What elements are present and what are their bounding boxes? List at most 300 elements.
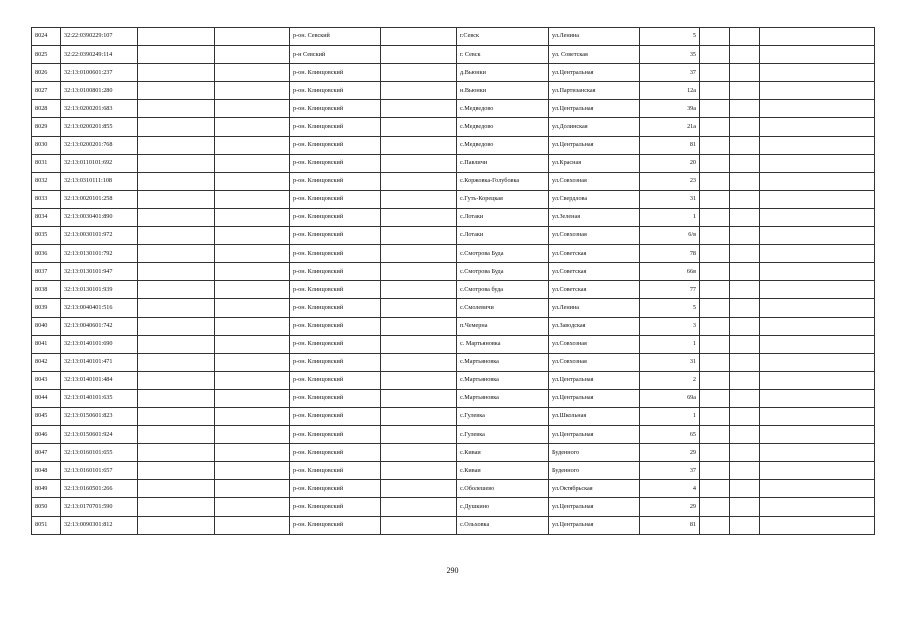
blank-col-12-cell bbox=[760, 46, 875, 64]
blank-col-11-cell bbox=[730, 100, 760, 118]
cadastral-number-cell: 32:13:0160101:657 bbox=[61, 462, 138, 480]
blank-col-3-cell bbox=[138, 353, 215, 371]
street-cell: ул.Свердлова bbox=[549, 190, 640, 208]
table-row bbox=[32, 516, 875, 534]
blank-col-12-cell bbox=[760, 299, 875, 317]
settlement-cell: с.Смотрова Буда bbox=[457, 245, 549, 263]
settlement-cell: г. Севск bbox=[457, 46, 549, 64]
settlement-cell: с.Гулевка bbox=[457, 426, 549, 444]
blank-col-3-cell bbox=[138, 100, 215, 118]
settlement-cell: с.Медведово bbox=[457, 118, 549, 136]
blank-col-3-cell bbox=[138, 371, 215, 389]
blank-col-10-cell bbox=[700, 353, 730, 371]
row-number-cell: 8033 bbox=[32, 190, 61, 208]
blank-col-10-cell bbox=[700, 426, 730, 444]
blank-col-3-cell bbox=[138, 28, 215, 46]
cadastral-number-cell: 32:13:0030401:890 bbox=[61, 208, 138, 226]
street-cell: ул.Советская bbox=[549, 281, 640, 299]
house-number-cell: 78 bbox=[640, 245, 700, 263]
cadastral-number-cell: 32:13:0030101:972 bbox=[61, 227, 138, 245]
blank-col-3-cell bbox=[138, 516, 215, 534]
street-cell: ул.Партизанская bbox=[549, 82, 640, 100]
table-row bbox=[32, 208, 875, 226]
table-row bbox=[32, 389, 875, 407]
blank-col-11-cell bbox=[730, 190, 760, 208]
blank-col-4-cell bbox=[215, 353, 290, 371]
blank-col-11-cell bbox=[730, 335, 760, 353]
house-number-cell: 5 bbox=[640, 28, 700, 46]
table-row bbox=[32, 498, 875, 516]
blank-col-12-cell bbox=[760, 100, 875, 118]
blank-col-6-cell bbox=[381, 462, 457, 480]
street-cell: ул.Октябрьская bbox=[549, 480, 640, 498]
district-cell: р-он. Клинцовский bbox=[290, 263, 381, 281]
cadastral-number-cell: 32:13:0200201:855 bbox=[61, 118, 138, 136]
row-number-cell: 8025 bbox=[32, 46, 61, 64]
cadastral-number-cell: 32:13:0040601:742 bbox=[61, 317, 138, 335]
street-cell: ул.Совхозная bbox=[549, 227, 640, 245]
settlement-cell: с.Медведово bbox=[457, 100, 549, 118]
district-cell: р-он. Клинцовский bbox=[290, 118, 381, 136]
row-number-cell: 8049 bbox=[32, 480, 61, 498]
blank-col-6-cell bbox=[381, 281, 457, 299]
blank-col-3-cell bbox=[138, 190, 215, 208]
blank-col-6-cell bbox=[381, 444, 457, 462]
blank-col-12-cell bbox=[760, 136, 875, 154]
blank-col-3-cell bbox=[138, 227, 215, 245]
house-number-cell: 35 bbox=[640, 46, 700, 64]
row-number-cell: 8024 bbox=[32, 28, 61, 46]
blank-col-3-cell bbox=[138, 172, 215, 190]
cadastral-number-cell: 32:13:0130101:792 bbox=[61, 245, 138, 263]
house-number-cell: 3 bbox=[640, 317, 700, 335]
blank-col-6-cell bbox=[381, 136, 457, 154]
row-number-cell: 8028 bbox=[32, 100, 61, 118]
settlement-cell: г.Севск bbox=[457, 28, 549, 46]
blank-col-3-cell bbox=[138, 426, 215, 444]
cadastral-number-cell: 32:13:0160501:266 bbox=[61, 480, 138, 498]
blank-col-6-cell bbox=[381, 190, 457, 208]
street-cell: ул.Центральная bbox=[549, 64, 640, 82]
blank-col-10-cell bbox=[700, 64, 730, 82]
blank-col-11-cell bbox=[730, 462, 760, 480]
blank-col-3-cell bbox=[138, 263, 215, 281]
house-number-cell: 81 bbox=[640, 136, 700, 154]
street-cell: ул.Центральная bbox=[549, 498, 640, 516]
settlement-cell: с.Медведово bbox=[457, 136, 549, 154]
blank-col-6-cell bbox=[381, 100, 457, 118]
house-number-cell: 37 bbox=[640, 64, 700, 82]
blank-col-6-cell bbox=[381, 82, 457, 100]
blank-col-4-cell bbox=[215, 462, 290, 480]
blank-col-3-cell bbox=[138, 299, 215, 317]
row-number-cell: 8035 bbox=[32, 227, 61, 245]
district-cell: р-он. Клинцовский bbox=[290, 190, 381, 208]
table-row bbox=[32, 227, 875, 245]
house-number-cell: 29 bbox=[640, 498, 700, 516]
blank-col-10-cell bbox=[700, 281, 730, 299]
settlement-cell: п.Чемерна bbox=[457, 317, 549, 335]
blank-col-11-cell bbox=[730, 371, 760, 389]
blank-col-10-cell bbox=[700, 317, 730, 335]
blank-col-11-cell bbox=[730, 46, 760, 64]
settlement-cell: с.Смотрова Буда bbox=[457, 263, 549, 281]
blank-col-6-cell bbox=[381, 28, 457, 46]
blank-col-4-cell bbox=[215, 28, 290, 46]
blank-col-4-cell bbox=[215, 100, 290, 118]
table-row bbox=[32, 426, 875, 444]
house-number-cell: 5 bbox=[640, 299, 700, 317]
street-cell: ул.Совхозная bbox=[549, 172, 640, 190]
blank-col-6-cell bbox=[381, 335, 457, 353]
blank-col-6-cell bbox=[381, 371, 457, 389]
cadastral-number-cell: 32:13:0140101:484 bbox=[61, 371, 138, 389]
row-number-cell: 8047 bbox=[32, 444, 61, 462]
blank-col-11-cell bbox=[730, 154, 760, 172]
house-number-cell: 66в bbox=[640, 263, 700, 281]
blank-col-3-cell bbox=[138, 281, 215, 299]
district-cell: р-он. Клинцовский bbox=[290, 136, 381, 154]
table-row bbox=[32, 136, 875, 154]
house-number-cell: 39а bbox=[640, 100, 700, 118]
blank-col-3-cell bbox=[138, 154, 215, 172]
district-cell: р-он. Клинцовский bbox=[290, 480, 381, 498]
blank-col-4-cell bbox=[215, 208, 290, 226]
table-row bbox=[32, 317, 875, 335]
blank-col-10-cell bbox=[700, 407, 730, 425]
blank-col-11-cell bbox=[730, 299, 760, 317]
row-number-cell: 8029 bbox=[32, 118, 61, 136]
house-number-cell: 77 bbox=[640, 281, 700, 299]
blank-col-3-cell bbox=[138, 462, 215, 480]
street-cell: ул.Центральная bbox=[549, 100, 640, 118]
district-cell: р-он. Клинцовский bbox=[290, 208, 381, 226]
table-row bbox=[32, 335, 875, 353]
settlement-cell: с.Павличи bbox=[457, 154, 549, 172]
cadastral-number-cell: 32:13:0140101:635 bbox=[61, 389, 138, 407]
blank-col-12-cell bbox=[760, 190, 875, 208]
district-cell: р-он. Клинцовский bbox=[290, 64, 381, 82]
cadastral-number-cell: 32:22:0390229:107 bbox=[61, 28, 138, 46]
blank-col-4-cell bbox=[215, 281, 290, 299]
district-cell: р-он. Клинцовский bbox=[290, 82, 381, 100]
street-cell: ул.Совхозная bbox=[549, 353, 640, 371]
row-number-cell: 8027 bbox=[32, 82, 61, 100]
blank-col-11-cell bbox=[730, 82, 760, 100]
cadastral-number-cell: 32:22:0390249:114 bbox=[61, 46, 138, 64]
blank-col-10-cell bbox=[700, 28, 730, 46]
records-table bbox=[31, 27, 875, 535]
blank-col-11-cell bbox=[730, 227, 760, 245]
street-cell: Буденного bbox=[549, 462, 640, 480]
blank-col-10-cell bbox=[700, 299, 730, 317]
cadastral-number-cell: 32:13:0020101:258 bbox=[61, 190, 138, 208]
blank-col-11-cell bbox=[730, 208, 760, 226]
blank-col-12-cell bbox=[760, 444, 875, 462]
table-row bbox=[32, 64, 875, 82]
blank-col-11-cell bbox=[730, 245, 760, 263]
blank-col-10-cell bbox=[700, 154, 730, 172]
blank-col-12-cell bbox=[760, 82, 875, 100]
blank-col-3-cell bbox=[138, 498, 215, 516]
house-number-cell: 37 bbox=[640, 462, 700, 480]
blank-col-4-cell bbox=[215, 480, 290, 498]
blank-col-11-cell bbox=[730, 263, 760, 281]
cadastral-number-cell: 32:13:0200201:683 bbox=[61, 100, 138, 118]
blank-col-11-cell bbox=[730, 444, 760, 462]
blank-col-4-cell bbox=[215, 82, 290, 100]
blank-col-4-cell bbox=[215, 118, 290, 136]
blank-col-12-cell bbox=[760, 371, 875, 389]
street-cell: ул.Заводская bbox=[549, 317, 640, 335]
blank-col-6-cell bbox=[381, 317, 457, 335]
settlement-cell: с.Ольховка bbox=[457, 516, 549, 534]
blank-col-6-cell bbox=[381, 46, 457, 64]
blank-col-6-cell bbox=[381, 172, 457, 190]
district-cell: р-он. Клинцовский bbox=[290, 353, 381, 371]
blank-col-4-cell bbox=[215, 371, 290, 389]
district-cell: р-он. Клинцовский bbox=[290, 172, 381, 190]
house-number-cell: 69а bbox=[640, 389, 700, 407]
house-number-cell: 1 bbox=[640, 208, 700, 226]
blank-col-10-cell bbox=[700, 100, 730, 118]
table-row bbox=[32, 281, 875, 299]
blank-col-3-cell bbox=[138, 64, 215, 82]
row-number-cell: 8031 bbox=[32, 154, 61, 172]
blank-col-4-cell bbox=[215, 498, 290, 516]
blank-col-12-cell bbox=[760, 462, 875, 480]
district-cell: р-он. Клинцовский bbox=[290, 227, 381, 245]
blank-col-12-cell bbox=[760, 281, 875, 299]
blank-col-6-cell bbox=[381, 263, 457, 281]
table-row bbox=[32, 462, 875, 480]
blank-col-3-cell bbox=[138, 407, 215, 425]
house-number-cell: 4 bbox=[640, 480, 700, 498]
row-number-cell: 8050 bbox=[32, 498, 61, 516]
blank-col-6-cell bbox=[381, 498, 457, 516]
blank-col-4-cell bbox=[215, 245, 290, 263]
blank-col-3-cell bbox=[138, 46, 215, 64]
blank-col-12-cell bbox=[760, 407, 875, 425]
house-number-cell: 6/в bbox=[640, 227, 700, 245]
blank-col-6-cell bbox=[381, 64, 457, 82]
settlement-cell: с. Мартьяновка bbox=[457, 335, 549, 353]
blank-col-4-cell bbox=[215, 154, 290, 172]
settlement-cell: с.Гуть-Корецкая bbox=[457, 190, 549, 208]
row-number-cell: 8044 bbox=[32, 389, 61, 407]
district-cell: р-он. Клинцовский bbox=[290, 389, 381, 407]
blank-col-6-cell bbox=[381, 208, 457, 226]
blank-col-11-cell bbox=[730, 281, 760, 299]
blank-col-11-cell bbox=[730, 389, 760, 407]
blank-col-11-cell bbox=[730, 407, 760, 425]
row-number-cell: 8032 bbox=[32, 172, 61, 190]
blank-col-11-cell bbox=[730, 317, 760, 335]
street-cell: ул.Красная bbox=[549, 154, 640, 172]
district-cell: р-он. Клинцовский bbox=[290, 498, 381, 516]
table-row bbox=[32, 28, 875, 46]
house-number-cell: 31 bbox=[640, 353, 700, 371]
blank-col-12-cell bbox=[760, 317, 875, 335]
settlement-cell: с.Душкино bbox=[457, 498, 549, 516]
table-row bbox=[32, 172, 875, 190]
settlement-cell: с.Лотаки bbox=[457, 227, 549, 245]
cadastral-number-cell: 32:13:0170701:590 bbox=[61, 498, 138, 516]
blank-col-11-cell bbox=[730, 118, 760, 136]
cadastral-number-cell: 32:13:0160101:655 bbox=[61, 444, 138, 462]
blank-col-12-cell bbox=[760, 64, 875, 82]
cadastral-number-cell: 32:13:0040401:516 bbox=[61, 299, 138, 317]
house-number-cell: 1 bbox=[640, 335, 700, 353]
blank-col-12-cell bbox=[760, 335, 875, 353]
blank-col-11-cell bbox=[730, 64, 760, 82]
district-cell: р-он. Клинцовский bbox=[290, 245, 381, 263]
table-row bbox=[32, 299, 875, 317]
row-number-cell: 8030 bbox=[32, 136, 61, 154]
blank-col-4-cell bbox=[215, 263, 290, 281]
blank-col-4-cell bbox=[215, 389, 290, 407]
blank-col-12-cell bbox=[760, 426, 875, 444]
house-number-cell: 1 bbox=[640, 407, 700, 425]
blank-col-4-cell bbox=[215, 317, 290, 335]
blank-col-4-cell bbox=[215, 516, 290, 534]
table-row bbox=[32, 263, 875, 281]
district-cell: р-он. Клинцовский bbox=[290, 154, 381, 172]
blank-col-12-cell bbox=[760, 172, 875, 190]
blank-col-4-cell bbox=[215, 335, 290, 353]
cadastral-number-cell: 32:13:0150601:823 bbox=[61, 407, 138, 425]
blank-col-3-cell bbox=[138, 480, 215, 498]
blank-col-10-cell bbox=[700, 245, 730, 263]
blank-col-12-cell bbox=[760, 480, 875, 498]
district-cell: р-он. Клинцовский bbox=[290, 281, 381, 299]
blank-col-6-cell bbox=[381, 389, 457, 407]
blank-col-11-cell bbox=[730, 498, 760, 516]
row-number-cell: 8043 bbox=[32, 371, 61, 389]
row-number-cell: 8040 bbox=[32, 317, 61, 335]
blank-col-10-cell bbox=[700, 444, 730, 462]
cadastral-number-cell: 32:13:0130101:947 bbox=[61, 263, 138, 281]
district-cell: р-он. Клинцовский bbox=[290, 462, 381, 480]
blank-col-12-cell bbox=[760, 227, 875, 245]
row-number-cell: 8041 bbox=[32, 335, 61, 353]
blank-col-12-cell bbox=[760, 498, 875, 516]
house-number-cell: 12а bbox=[640, 82, 700, 100]
blank-col-12-cell bbox=[760, 208, 875, 226]
table-row bbox=[32, 407, 875, 425]
settlement-cell: с.Мартьяновка bbox=[457, 353, 549, 371]
blank-col-10-cell bbox=[700, 389, 730, 407]
house-number-cell: 20 bbox=[640, 154, 700, 172]
blank-col-4-cell bbox=[215, 190, 290, 208]
street-cell: ул.Центральная bbox=[549, 516, 640, 534]
row-number-cell: 8036 bbox=[32, 245, 61, 263]
blank-col-3-cell bbox=[138, 245, 215, 263]
settlement-cell: с.Киваи bbox=[457, 462, 549, 480]
settlement-cell: с.Лотаки bbox=[457, 208, 549, 226]
cadastral-number-cell: 32:13:0100801:280 bbox=[61, 82, 138, 100]
table-row bbox=[32, 154, 875, 172]
blank-col-10-cell bbox=[700, 516, 730, 534]
cadastral-number-cell: 32:13:0100601:237 bbox=[61, 64, 138, 82]
cadastral-number-cell: 32:13:0090301:812 bbox=[61, 516, 138, 534]
blank-col-10-cell bbox=[700, 335, 730, 353]
table-row bbox=[32, 245, 875, 263]
blank-col-11-cell bbox=[730, 136, 760, 154]
settlement-cell: с.Мартьяновка bbox=[457, 389, 549, 407]
blank-col-3-cell bbox=[138, 335, 215, 353]
table-row bbox=[32, 353, 875, 371]
blank-col-6-cell bbox=[381, 407, 457, 425]
blank-col-12-cell bbox=[760, 263, 875, 281]
blank-col-4-cell bbox=[215, 426, 290, 444]
settlement-cell: с.Смотрова буда bbox=[457, 281, 549, 299]
blank-col-3-cell bbox=[138, 136, 215, 154]
row-number-cell: 8026 bbox=[32, 64, 61, 82]
blank-col-10-cell bbox=[700, 480, 730, 498]
row-number-cell: 8034 bbox=[32, 208, 61, 226]
district-cell: р-н Севский bbox=[290, 46, 381, 64]
street-cell: ул.Центральная bbox=[549, 426, 640, 444]
street-cell: ул.Школьная bbox=[549, 407, 640, 425]
blank-col-12-cell bbox=[760, 28, 875, 46]
blank-col-4-cell bbox=[215, 407, 290, 425]
house-number-cell: 21а bbox=[640, 118, 700, 136]
street-cell: ул. Советская bbox=[549, 46, 640, 64]
row-number-cell: 8045 bbox=[32, 407, 61, 425]
blank-col-4-cell bbox=[215, 444, 290, 462]
blank-col-4-cell bbox=[215, 46, 290, 64]
records-table-body bbox=[32, 28, 875, 535]
settlement-cell: с.Оболешево bbox=[457, 480, 549, 498]
blank-col-6-cell bbox=[381, 118, 457, 136]
cadastral-number-cell: 32:13:0150601:924 bbox=[61, 426, 138, 444]
row-number-cell: 8048 bbox=[32, 462, 61, 480]
blank-col-6-cell bbox=[381, 299, 457, 317]
cadastral-number-cell: 32:13:0110101:692 bbox=[61, 154, 138, 172]
blank-col-12-cell bbox=[760, 245, 875, 263]
blank-col-3-cell bbox=[138, 208, 215, 226]
blank-col-3-cell bbox=[138, 444, 215, 462]
street-cell: ул.Центральная bbox=[549, 389, 640, 407]
page-number: 290 bbox=[446, 566, 459, 575]
blank-col-10-cell bbox=[700, 46, 730, 64]
blank-col-6-cell bbox=[381, 480, 457, 498]
settlement-cell: с.Коржовка-Голубовка bbox=[457, 172, 549, 190]
blank-col-11-cell bbox=[730, 172, 760, 190]
blank-col-6-cell bbox=[381, 516, 457, 534]
blank-col-10-cell bbox=[700, 172, 730, 190]
blank-col-3-cell bbox=[138, 389, 215, 407]
house-number-cell: 29 bbox=[640, 444, 700, 462]
street-cell: ул.Центральная bbox=[549, 136, 640, 154]
street-cell: ул.Долинская bbox=[549, 118, 640, 136]
blank-col-12-cell bbox=[760, 353, 875, 371]
blank-col-10-cell bbox=[700, 371, 730, 389]
blank-col-6-cell bbox=[381, 227, 457, 245]
blank-col-10-cell bbox=[700, 263, 730, 281]
settlement-cell: н.Вьюнки bbox=[457, 82, 549, 100]
blank-col-4-cell bbox=[215, 136, 290, 154]
blank-col-3-cell bbox=[138, 317, 215, 335]
settlement-cell: с.Киваи bbox=[457, 444, 549, 462]
street-cell: ул.Ленина bbox=[549, 28, 640, 46]
blank-col-10-cell bbox=[700, 208, 730, 226]
row-number-cell: 8042 bbox=[32, 353, 61, 371]
table-row bbox=[32, 118, 875, 136]
blank-col-6-cell bbox=[381, 245, 457, 263]
table-row bbox=[32, 46, 875, 64]
